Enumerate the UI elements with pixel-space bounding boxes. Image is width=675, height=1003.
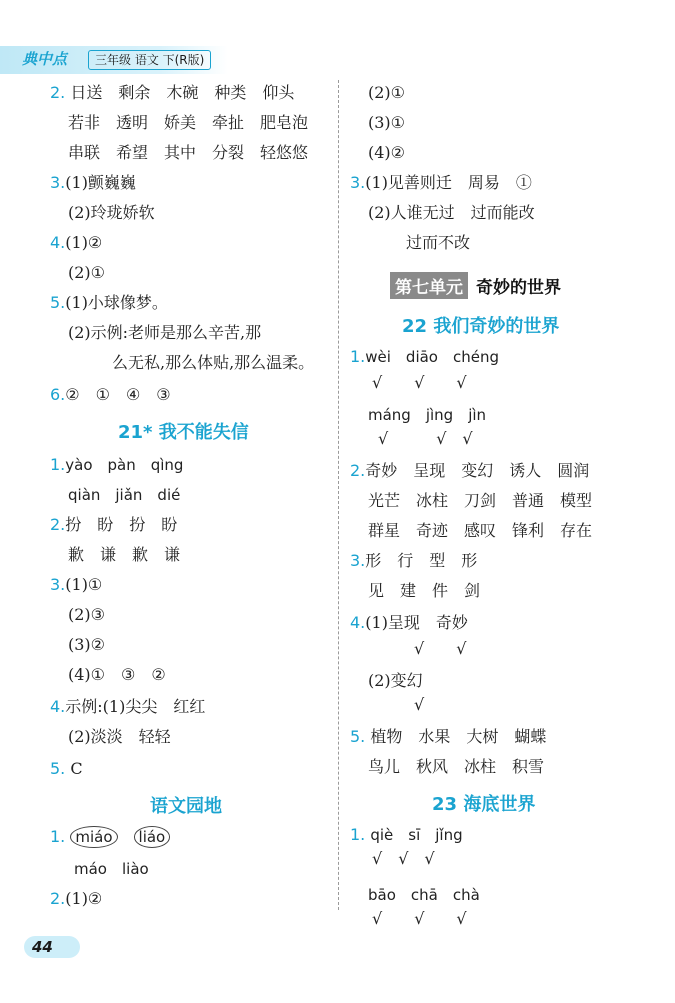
answer-line: (3)②	[68, 635, 106, 654]
answer-line: 5.(1)小球像梦。	[50, 293, 168, 312]
answer-line: 1.wèi diāo chéng	[350, 347, 499, 366]
check-marks: √ √ √	[378, 429, 473, 448]
answer-line: (4)① ③ ②	[68, 665, 166, 684]
answer-line: (2)淡淡 轻轻	[68, 727, 171, 746]
answer-line: (2)①	[368, 83, 406, 102]
answer-line: 6.② ① ④ ③	[50, 385, 171, 404]
section-title-23: 23 海底世界	[432, 794, 536, 815]
check-marks: √ √	[414, 639, 467, 658]
answer-line: (3)①	[368, 113, 406, 132]
answer-line: 4.(1)呈现 奇妙	[350, 613, 468, 632]
answer-line: 1.yào pàn qìng	[50, 455, 184, 474]
check-marks: √ √ √	[372, 373, 467, 392]
answer-line: 3.(1)①	[50, 575, 103, 594]
grade-label: 三年级 语文 下(R版)	[88, 50, 211, 70]
answer-line: (2)示例:老师是那么辛苦,那	[68, 323, 262, 342]
answer-line: (2)①	[68, 263, 106, 282]
answer-line: 歉 谦 歉 谦	[68, 545, 181, 564]
answer-line: 5. 植物 水果 大树 蝴蝶	[350, 727, 547, 746]
answer-line: 群星 奇迹 感叹 锋利 存在	[368, 521, 593, 540]
answer-line: máng jìng jìn	[368, 406, 487, 424]
brand-logo: 典中点	[22, 50, 68, 68]
answer-line: 若非 透明 娇美 牵扯 肥皂泡	[68, 113, 309, 132]
answer-line: 3.(1)见善则迁 周易 ①	[350, 173, 532, 192]
check-marks: √ √ √	[372, 909, 467, 928]
answer-line: (2)③	[68, 605, 106, 624]
answer-line: máo liào	[74, 860, 149, 878]
answer-line: 2. 日送 剩余 木碗 种类 仰头	[50, 83, 295, 102]
circled-answer: liáo	[134, 826, 171, 848]
answer-line: 么无私,那么体贴,那么温柔。	[112, 353, 315, 372]
answer-line: 5. C	[50, 759, 83, 778]
answer-line: (2)人谁无过 过而能改	[368, 203, 535, 222]
column-divider	[338, 80, 339, 910]
answer-line: 2.扮 盼 扮 盼	[50, 515, 178, 534]
check-marks: √	[414, 695, 425, 714]
unit-title: 奇妙的世界	[476, 278, 561, 298]
answer-line: 2.奇妙 呈现 变幻 诱人 圆润	[350, 461, 590, 480]
unit-heading	[390, 272, 561, 299]
answer-line: qiàn jiǎn dié	[68, 486, 181, 504]
answer-line: 鸟儿 秋风 冰柱 积雪	[368, 757, 545, 776]
answer-line: 见 建 件 剑	[368, 581, 481, 600]
page-number: 44	[24, 936, 80, 958]
unit-tag: 第七单元	[390, 272, 468, 299]
answer-line: (4)②	[368, 143, 406, 162]
answer-line: (2)变幻	[368, 671, 423, 690]
answer-line: 过而不改	[406, 233, 471, 252]
section-title-yuwen: 语文园地	[150, 796, 222, 817]
answer-line: 4.(1)②	[50, 233, 103, 252]
answer-line: bāo chā chà	[368, 886, 480, 904]
answer-line: 4.示例:(1)尖尖 红红	[50, 697, 206, 716]
answer-line: (2)玲珑娇软	[68, 203, 155, 222]
answer-line: 串联 希望 其中 分裂 轻悠悠	[68, 143, 309, 162]
answer-line: 3.形 行 型 形	[350, 551, 478, 570]
answer-line: 光芒 冰柱 刀剑 普通 模型	[368, 491, 593, 510]
section-title-21: 21* 我不能失信	[118, 422, 249, 443]
check-marks: √ √ √	[372, 849, 435, 868]
section-title-22: 22 我们奇妙的世界	[402, 316, 560, 337]
answer-line: 1. qiè sī jǐng	[350, 825, 463, 844]
answer-line: 3.(1)颤巍巍	[50, 173, 136, 192]
circled-answer: miáo	[70, 826, 117, 848]
answer-line: 1. miáo liáo	[50, 826, 170, 848]
answer-line: 2.(1)②	[50, 889, 103, 908]
